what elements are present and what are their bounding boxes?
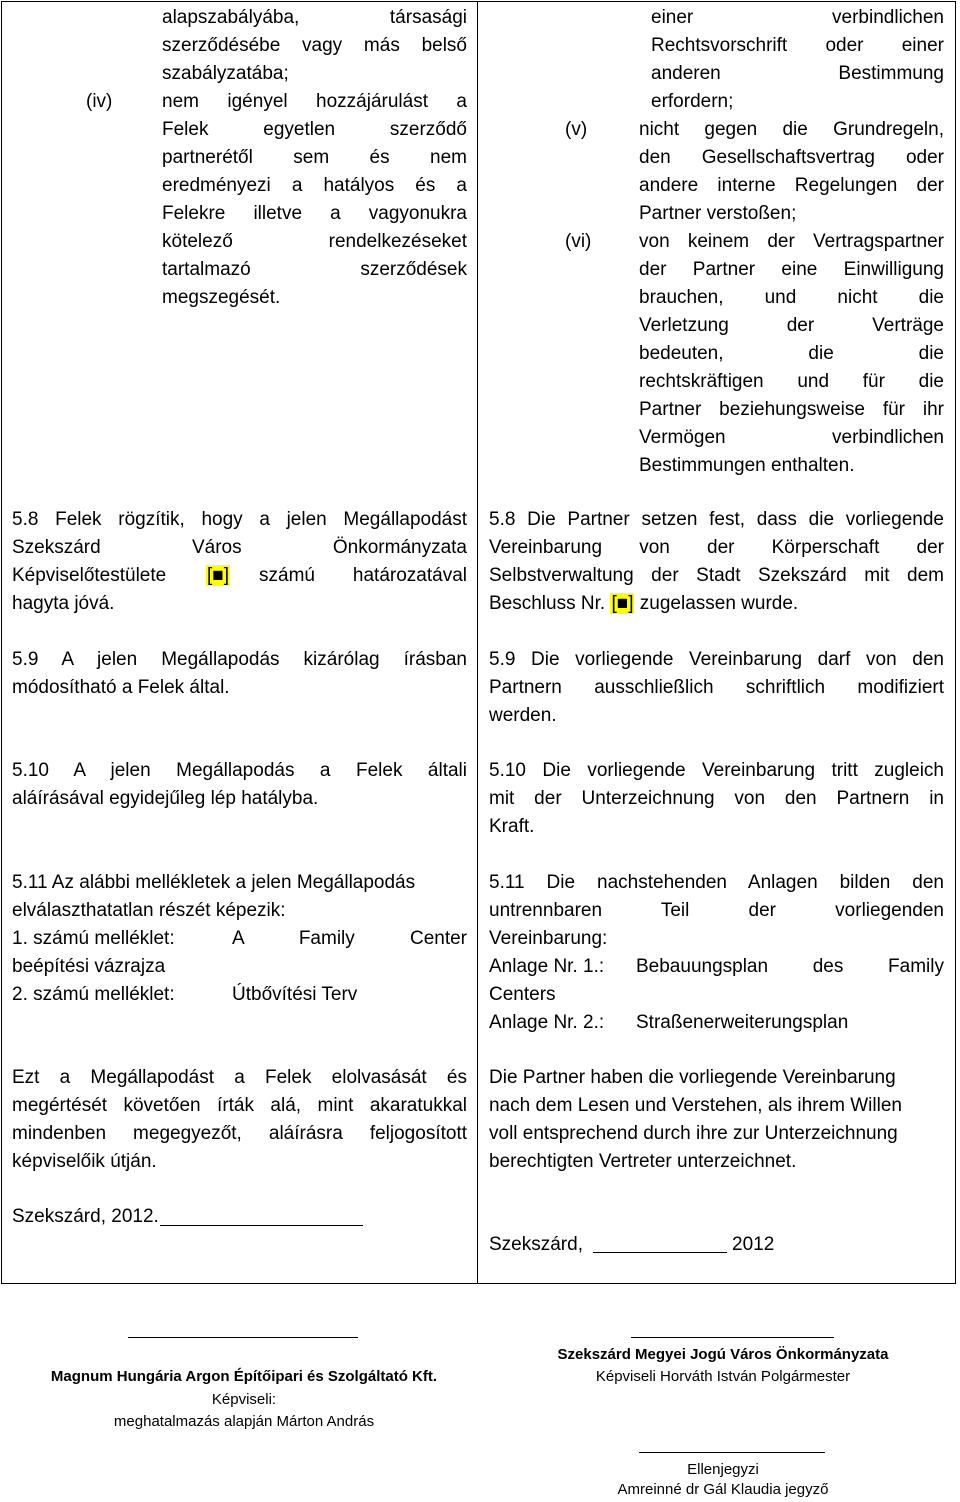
- right-5-9-line: 5.9 Die vorliegende Vereinbarung darf von den: [489, 649, 944, 670]
- annex-1-label: 1. számú melléklet:: [12, 928, 175, 949]
- left-iv-line: Felekre illetve a vagyonukra: [162, 203, 467, 224]
- countersign-name: Amreinné dr Gál Klaudia jegyző: [617, 1481, 829, 1498]
- left-5-8-line: hagyta jóvá.: [12, 593, 115, 614]
- right-closing-line: Die Partner haben die vorliegende Vereinbarung: [489, 1067, 896, 1088]
- left-iv-line: megszegését.: [162, 287, 281, 308]
- left-5-8-placeholder: [206, 562, 230, 590]
- right-5-8-line-end: zugelassen wurde.: [639, 593, 799, 614]
- right-vi-line: Partner beziehungsweise für ihr: [639, 399, 944, 420]
- right-5-8-line: Selbstverwaltung der Stadt Szekszárd mit dem: [489, 565, 944, 586]
- countersign-label: Ellenjegyzi: [687, 1461, 759, 1478]
- annex-1-label: Anlage Nr. 1.:: [489, 956, 605, 977]
- left-iv-line: tartalmazó szerződések: [162, 259, 467, 280]
- left-representative-label: Képviseli:: [211, 1391, 277, 1408]
- right-date-blank-line: [593, 1252, 727, 1253]
- right-cont-line: erfordern;: [651, 91, 734, 112]
- left-5-8-line: [259, 562, 467, 590]
- right-vi-line: rechtskräftigen und für die: [639, 371, 944, 392]
- annex-2-label: 2. számú melléklet:: [12, 984, 175, 1005]
- right-5-11-line: untrennbaren Teil der vorliegenden: [489, 900, 944, 921]
- right-v-line: den Gesellschaftsvertrag oder: [639, 147, 944, 168]
- left-closing-line: megértését követően írták alá, mint akaratukkal: [12, 1095, 467, 1116]
- right-5-11-line: Vereinbarung:: [489, 928, 608, 949]
- annex-2-text: Útbővítési Terv: [232, 984, 358, 1005]
- right-5-11-line: 5.11 Die nachstehenden Anlagen bilden den: [489, 872, 944, 893]
- left-5-8-line: Szekszárd Város Önkormányzata: [12, 537, 467, 558]
- right-vi-marker: (vi): [565, 231, 592, 252]
- left-iv-cont-line: alapszabályába, társasági: [162, 7, 467, 28]
- right-representative: Képviseli Horváth István Polgármester: [595, 1368, 851, 1385]
- right-v-marker: (v): [565, 119, 588, 140]
- left-5-10-line: aláírásával egyidejűleg lép hatályba.: [12, 788, 319, 809]
- right-5-8-line: Vereinbarung von der Körperschaft der: [489, 537, 944, 558]
- left-iv-line: Felek egyetlen szerződő: [162, 119, 467, 140]
- left-representative-name: meghatalmazás alapján Márton András: [113, 1413, 375, 1430]
- right-place: Szekszárd,: [489, 1234, 583, 1255]
- right-v-line: nicht gegen die Grundregeln,: [639, 119, 944, 140]
- right-closing-line: voll entsprechend durch ihre zur Unterzeichnung: [489, 1123, 898, 1144]
- resolution-number-placeholder: [■]: [207, 565, 230, 586]
- left-signatory-company: Magnum Hungária Argon Építőipari és Szolgáltató Kft.: [50, 1368, 438, 1385]
- right-5-8-line: 5.8 Die Partner setzen fest, dass die vorliegende: [489, 509, 944, 530]
- left-signature-line: [128, 1337, 358, 1338]
- right-5-8-line-start: Beschluss Nr.: [489, 593, 606, 614]
- right-cont-line: Rechtsvorschrift oder einer: [651, 35, 944, 56]
- annex-1-text: A Family Center: [232, 928, 467, 949]
- column-divider: [477, 1, 478, 1284]
- right-5-9-line: Partnern ausschließlich schriftlich modifiziert: [489, 677, 944, 698]
- left-5-10-line: 5.10 A jelen Megállapodás a Felek általi: [12, 760, 467, 781]
- left-iv-line: nem igényel hozzájárulást a: [162, 91, 467, 112]
- right-v-line: andere interne Regelungen der: [639, 175, 944, 196]
- right-signatory-entity: Szekszárd Megyei Jogú Város Önkormányzata: [557, 1346, 889, 1363]
- right-5-10-line: mit der Unterzeichnung von den Partnern in: [489, 788, 944, 809]
- left-place-date: Szekszárd, 2012.: [12, 1206, 159, 1227]
- annex-1-text-cont: Centers: [489, 984, 556, 1005]
- annex-2-text: Straßenerweiterungsplan: [636, 1012, 849, 1033]
- left-closing-line: mindenben megegyezőt, aláírásra feljogosított: [12, 1123, 467, 1144]
- left-5-9-line: módosítható a Felek által.: [12, 677, 230, 698]
- right-year: 2012: [732, 1234, 775, 1255]
- left-date-blank-line: [160, 1225, 363, 1226]
- right-vi-line: Bestimmungen enthalten.: [639, 455, 855, 476]
- left-5-11-line: elválaszthatatlan részét képezik:: [12, 900, 286, 921]
- right-5-10-line: Kraft.: [489, 816, 535, 837]
- left-iv-line: partnerétől sem és nem: [162, 147, 467, 168]
- right-vi-line: brauchen, und nicht die: [639, 287, 944, 308]
- resolution-number-placeholder: [■]: [611, 593, 634, 614]
- left-iv-line: eredményezi a hatályos és a: [162, 175, 467, 196]
- right-vi-line: Verletzung der Verträge: [639, 315, 944, 336]
- right-5-9-line: werden.: [489, 705, 557, 726]
- right-v-line: Partner verstoßen;: [639, 203, 797, 224]
- left-iv-cont-line: szabályzatába;: [162, 63, 289, 84]
- left-iv-cont-line: szerződésébe vagy más belső: [162, 35, 467, 56]
- right-5-10-line: 5.10 Die vorliegende Vereinbarung tritt zugleich: [489, 760, 944, 781]
- left-closing-line: képviselőik útján.: [12, 1151, 157, 1172]
- right-vi-line: Vermögen verbindlichen: [639, 427, 944, 448]
- right-cont-line: anderen Bestimmung: [651, 63, 944, 84]
- right-cont-line: einer verbindlichen: [651, 7, 944, 28]
- right-closing-line: nach dem Lesen und Verstehen, als ihrem Willen: [489, 1095, 902, 1116]
- countersign-line: [639, 1452, 825, 1453]
- left-5-8-line: Képviselőtestülete: [12, 565, 167, 586]
- left-5-9-line: 5.9 A jelen Megállapodás kizárólag írásban: [12, 649, 467, 670]
- right-closing-line: berechtigten Vertreter unterzeichnet.: [489, 1151, 797, 1172]
- right-vi-line: bedeuten, die die: [639, 343, 944, 364]
- annex-1-text-cont: beépítési vázrajza: [12, 956, 166, 977]
- left-iv-line: kötelező rendelkezéseket: [162, 231, 467, 252]
- left-5-11-line: 5.11 Az alábbi mellékletek a jelen Megállapodás: [12, 872, 416, 893]
- left-closing-line: Ezt a Megállapodást a Felek elolvasását és: [12, 1067, 467, 1088]
- right-vi-line: von keinem der Vertragspartner: [639, 231, 944, 252]
- right-signature-line: [631, 1337, 834, 1338]
- right-vi-line: der Partner eine Einwilligung: [639, 259, 944, 280]
- annex-2-label: Anlage Nr. 2.:: [489, 1012, 605, 1033]
- annex-1-text: Bebauungsplan des Family: [636, 956, 944, 977]
- left-5-8-line: 5.8 Felek rögzítik, hogy a jelen Megállapodást: [12, 509, 467, 530]
- left-5-8-line-end: számú határozatával: [259, 565, 467, 586]
- right-5-8-line: [489, 590, 798, 618]
- left-iv-marker: (iv): [86, 91, 113, 112]
